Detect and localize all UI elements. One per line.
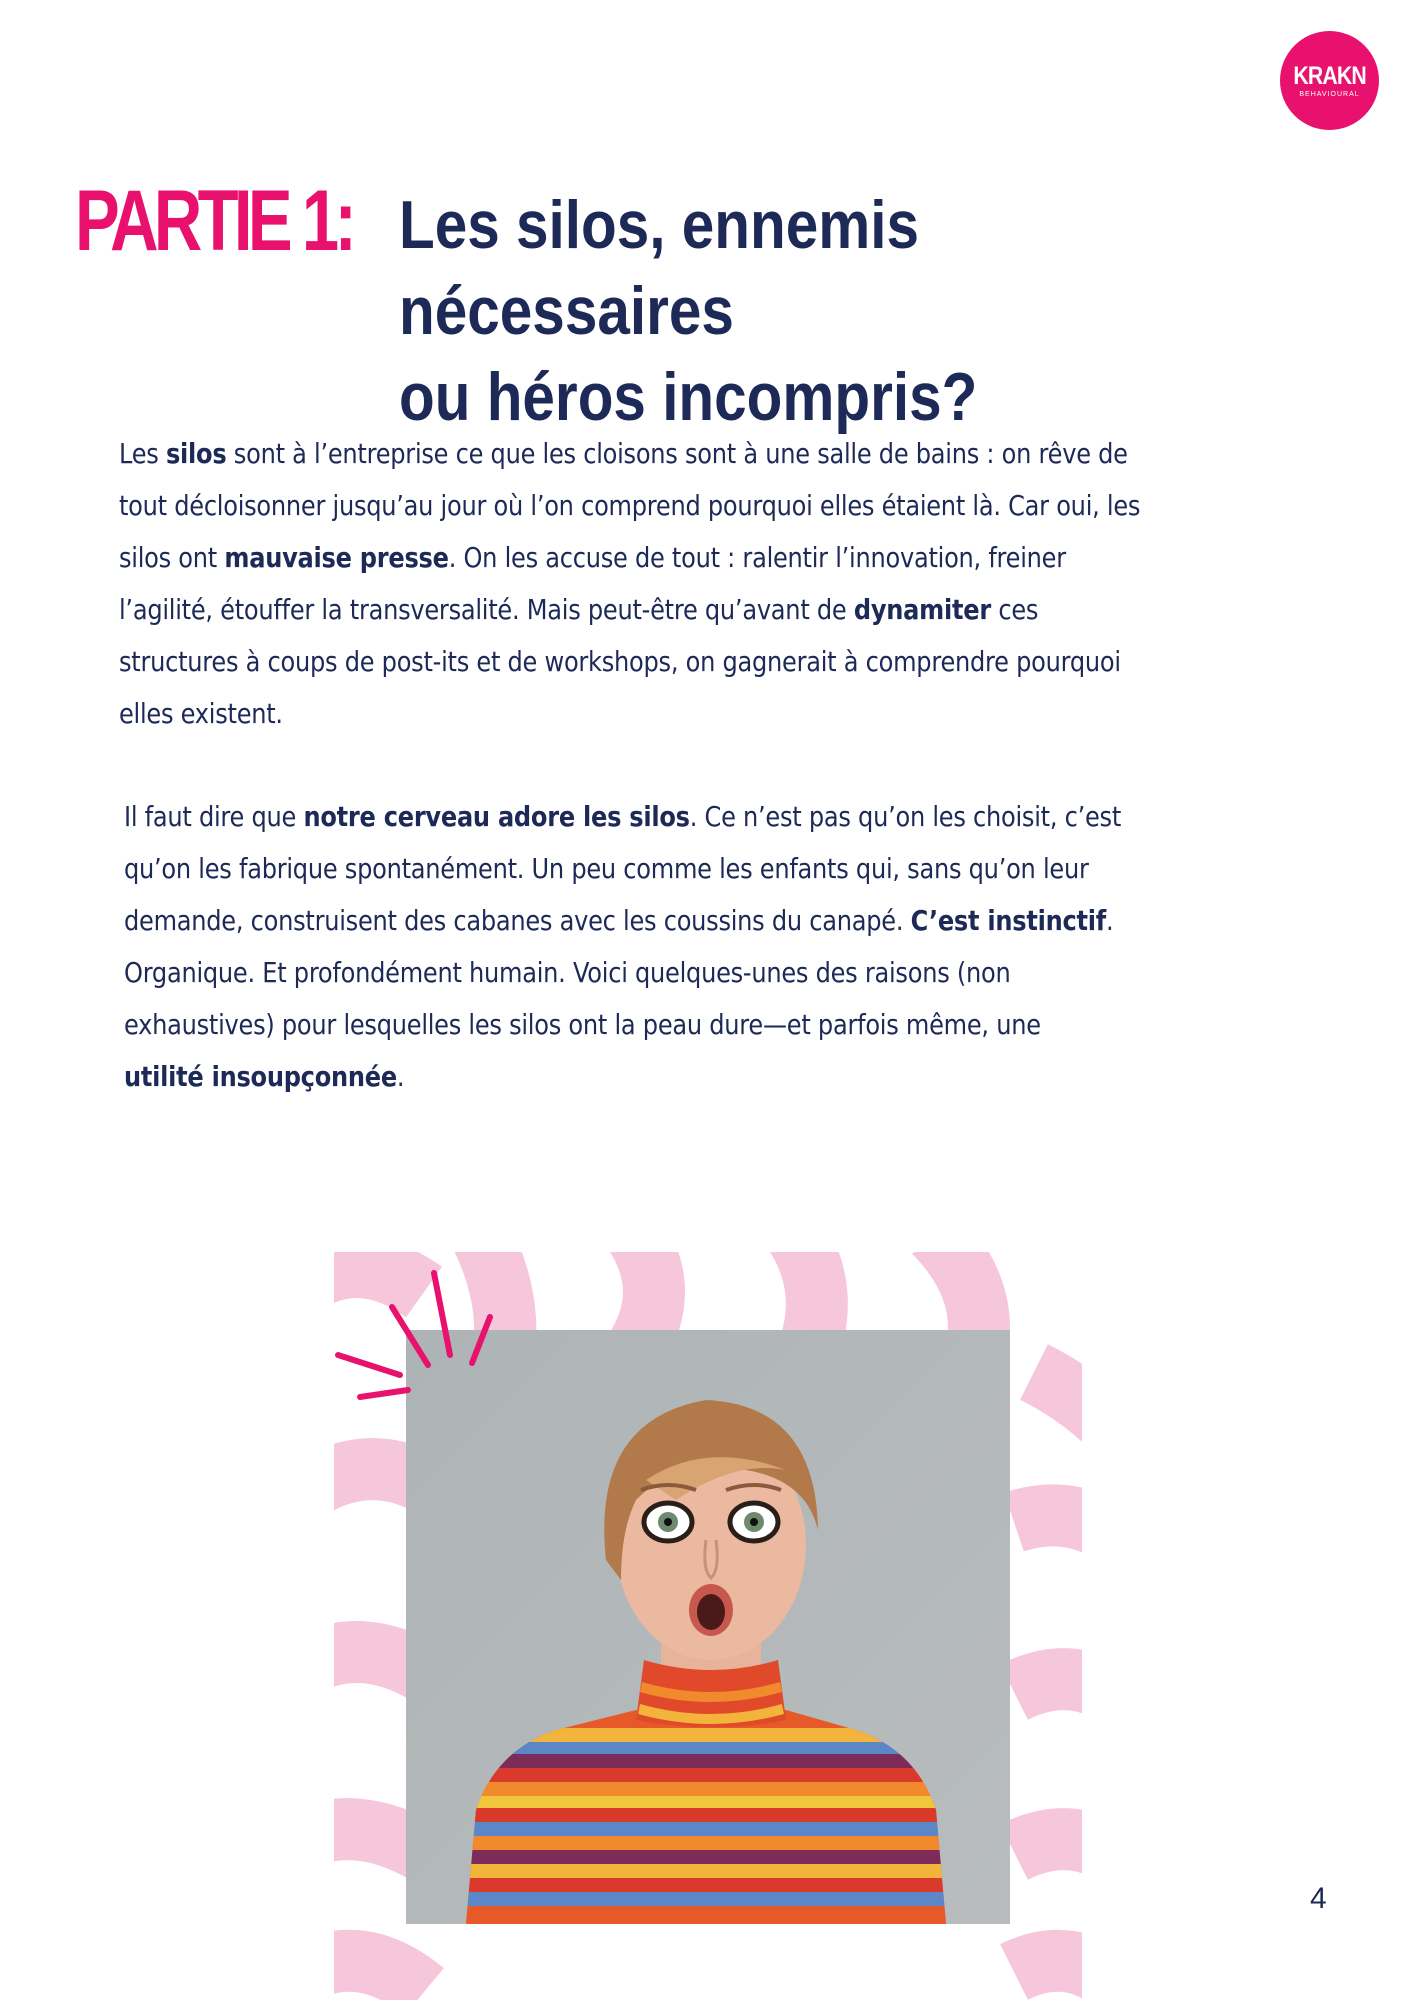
exclamation-burst-icon: [330, 1255, 510, 1415]
text-line: utilité insoupçonnée.: [124, 1060, 405, 1093]
part-label: PARTIE 1:: [75, 173, 353, 269]
surprised-woman-photo: [406, 1330, 1010, 1924]
title-line-1: Les silos, ennemis nécessaires: [399, 187, 920, 349]
page-title: [399, 182, 1242, 440]
logo-brand: KRAKN: [1293, 61, 1366, 90]
text-line: elles existent.: [119, 697, 283, 730]
text-line: Organique. Et profondément humain. Voici quelques-unes des raisons (non: [124, 956, 1011, 989]
bold-term: mauvaise presse: [224, 541, 449, 574]
bold-term: dynamiter: [853, 593, 991, 626]
text-line: qu’on les fabrique spontanément. Un peu comme les enfants qui, sans qu’on leur: [124, 852, 1089, 885]
text-line: Les silos sont à l’entreprise ce que les cloisons sont à une salle de bains : on rêve de: [119, 437, 1128, 470]
brand-logo: [1280, 31, 1379, 130]
page-number: 4: [1310, 1882, 1327, 1915]
bold-term: utilité insoupçonnée: [124, 1060, 397, 1093]
bold-term: notre cerveau adore les silos: [303, 800, 690, 833]
logo-subtitle: BEHAVIOURAL: [1299, 90, 1360, 98]
text-line: Il faut dire que notre cerveau adore les silos. Ce n’est pas qu’on les choisit, c’est: [124, 800, 1122, 833]
intro-paragraph: [119, 428, 1349, 740]
text-line: structures à coups de post-its et de workshops, on gagnerait à comprendre pourquoi: [119, 645, 1121, 678]
text-line: silos ont mauvaise presse. On les accuse de tout : ralentir l’innovation, freiner: [119, 541, 1066, 574]
title-line-2: ou héros incompris?: [399, 359, 978, 435]
text-line: tout décloisonner jusqu’au jour où l’on comprend pourquoi elles étaient là. Car oui, les: [119, 489, 1141, 522]
bold-term: silos: [165, 437, 227, 470]
text-line: l’agilité, étouffer la transversalité. Mais peut-être qu’avant de dynamiter ces: [119, 593, 1039, 626]
text-line: demande, construisent des cabanes avec les coussins du canapé. C’est instinctif.: [124, 904, 1114, 937]
second-paragraph: [124, 791, 1354, 1103]
bold-term: C’est instinctif: [910, 904, 1106, 937]
text-line: exhaustives) pour lesquelles les silos ont la peau dure—et parfois même, une: [124, 1008, 1041, 1041]
